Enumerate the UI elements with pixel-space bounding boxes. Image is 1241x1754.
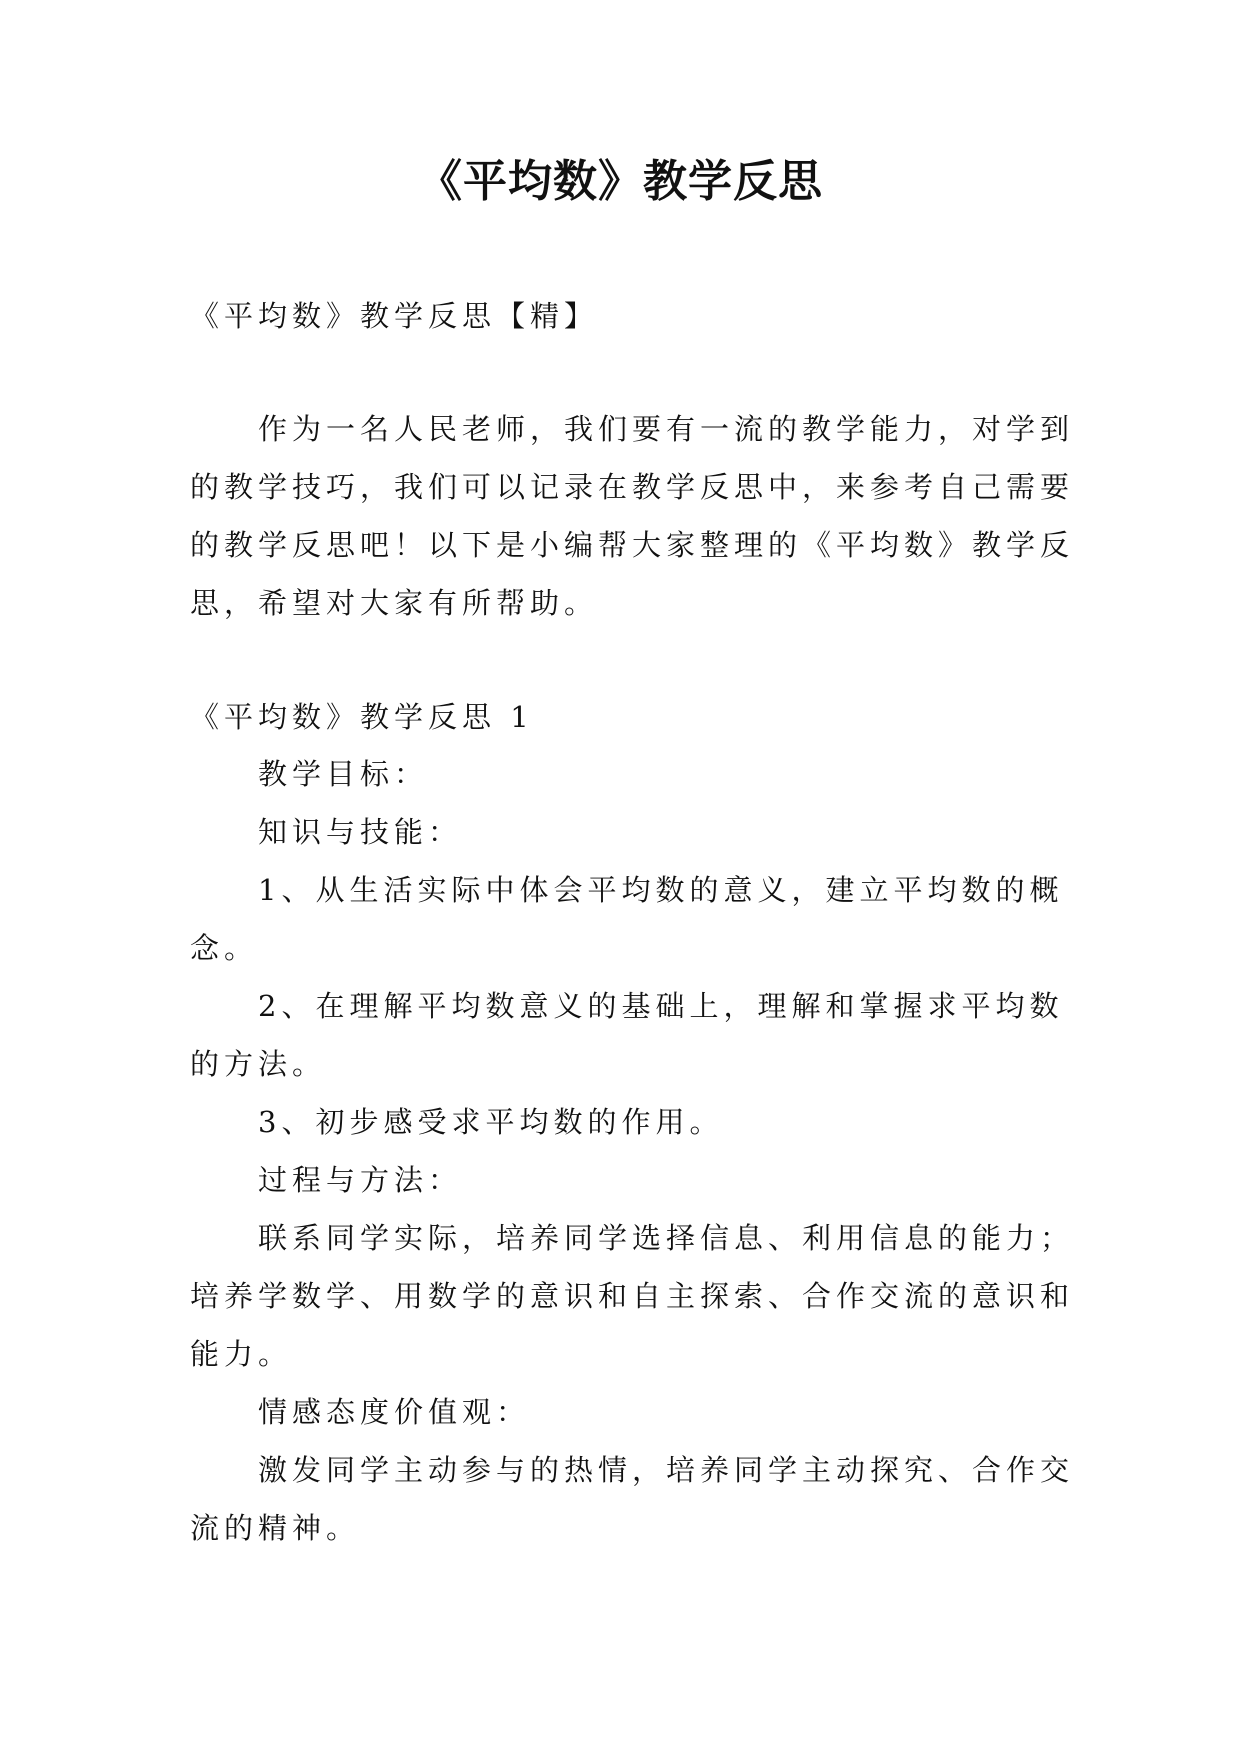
process-label: 过程与方法： xyxy=(258,1163,463,1197)
intro-line: 的教学反思吧！以下是小编帮大家整理的《平均数》教学反 xyxy=(190,528,1075,562)
document-subtitle: 《平均数》教学反思【精】 xyxy=(190,299,599,333)
list-item-2-continued: 的方法。 xyxy=(190,1047,327,1081)
intro-line: 的教学技巧，我们可以记录在教学反思中，来参考自己需要 xyxy=(190,470,1075,504)
process-line: 联系同学实际，培养同学选择信息、利用信息的能力； xyxy=(258,1221,1075,1255)
emotion-line: 激发同学主动参与的热情，培养同学主动探究、合作交 xyxy=(258,1453,1075,1487)
emotion-line: 流的精神。 xyxy=(190,1511,361,1545)
list-item-1: 1、从生活实际中体会平均数的意义，建立平均数的概 xyxy=(258,873,1064,907)
process-line: 培养学数学、用数学的意识和自主探索、合作交流的意识和 xyxy=(190,1279,1075,1313)
intro-line: 思，希望对大家有所帮助。 xyxy=(190,586,599,620)
emotion-label: 情感态度价值观： xyxy=(258,1395,531,1429)
goals-label: 教学目标： xyxy=(258,757,429,791)
intro-line: 作为一名人民老师，我们要有一流的教学能力，对学到 xyxy=(258,412,1075,446)
list-item-3: 3、初步感受求平均数的作用。 xyxy=(258,1105,724,1139)
list-item-2: 2、在理解平均数意义的基础上，理解和掌握求平均数 xyxy=(258,989,1064,1023)
list-item-1-continued: 念。 xyxy=(190,931,259,965)
page-title: 《平均数》教学反思 xyxy=(418,156,823,207)
process-line: 能力。 xyxy=(190,1337,293,1371)
section-heading: 《平均数》教学反思 1 xyxy=(190,700,534,734)
knowledge-label: 知识与技能： xyxy=(258,815,463,849)
